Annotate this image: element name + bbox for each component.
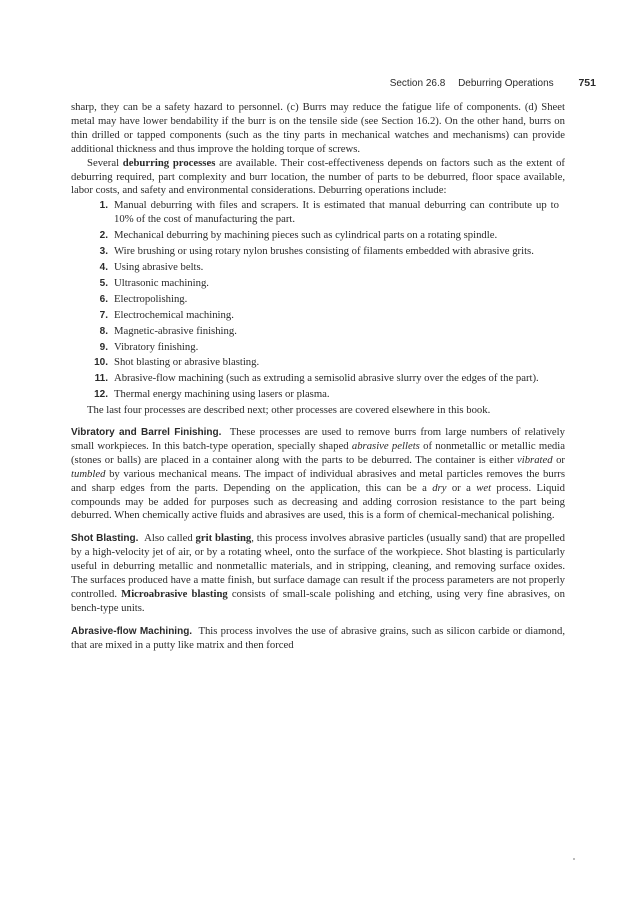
abrasive-flow-heading: Abrasive-flow Machining. bbox=[71, 625, 193, 637]
vibratory-finishing-paragraph: Vibratory and Barrel Finishing. These processes are used to remove burrs from large numbers of relatively small workpieces. In this batch-type operation, specially shaped abrasive pellets of nonmetallic or metallic media (stones or balls) are placed in a container along with the parts to be deburred. The container is either vibrated or tumbled by various mechanical means. The impact of individual abrasives and metal particles removes the burrs and sharp edges from the parts. Depending on the application, this can be a dry or a wet process. Liquid compounds may be added for purposes such as decreasing and adding corrosion resistance to the part being deburred. When chemically active fluids and abrasives are used, this is a form of chemical-mechanical polishing. bbox=[71, 426, 565, 522]
list-item: 12. Thermal energy machining using lasers or plasma. bbox=[94, 388, 330, 401]
list-item: 7. Electrochemical machining. bbox=[99, 308, 234, 321]
spacer bbox=[71, 523, 565, 532]
body-text bbox=[71, 101, 565, 653]
shot-blasting-heading: Shot Blasting. bbox=[71, 533, 139, 545]
abrasive-flow-paragraph: Abrasive-flow Machining. This process involves the use of abrasive grains, such as silicon carbide or diamond, that are mixed in a putty like matrix and then forced bbox=[71, 624, 565, 651]
list-item: 2. Mechanical deburring by machining pieces such as cylindrical parts on a rotating spindle. bbox=[99, 229, 498, 242]
shot-blasting-paragraph: Shot Blasting. Also called grit blasting, this process involves abrasive particles (usually sand) that are propelled by a high-velocity jet of air, or by a rotating wheel, onto the surface of the workpiece. Shot blasting is particularly useful in deburring metallic and nonmetallic materials, and in stripping, cleaning, and removing surface oxides. The surfaces produced have a matte finish, but surface damage can result if the process parameters are not properly controlled. Microabrasive blasting consists of small-scale polishing and etching, using very fine abrasives, on bench-type units. bbox=[71, 532, 565, 614]
intro-paragraph: sharp, they can be a safety hazard to personnel. (c) Burrs may reduce the fatigue life of components. (d) Sheet metal may have lower bendability if the burr is on the tensile side (see Section 16.2). On the other hand, burrs on thin drilled or tapped components (such as the tiny parts in mechanical watches and mechanisms) can provide additional thickness and thus improve the holding torque of screws. bbox=[71, 101, 565, 155]
list-item: 8. Magnetic-abrasive finishing. bbox=[99, 324, 237, 337]
deburring-operations-list bbox=[71, 199, 565, 402]
running-header bbox=[390, 77, 596, 89]
list-item: 5. Ultrasonic machining. bbox=[99, 276, 209, 289]
term-grit-blasting: grit blasting bbox=[195, 532, 252, 545]
spacer bbox=[71, 616, 565, 625]
scan-speck bbox=[573, 858, 575, 860]
term-microabrasive-blasting: Microabrasive blasting bbox=[121, 588, 228, 600]
list-item: 6. Electropolishing. bbox=[99, 292, 188, 305]
term-deburring-processes: deburring processes bbox=[122, 156, 216, 169]
header-running-title: Deburring Operations bbox=[458, 78, 554, 89]
list-item: 4. Using abrasive belts. bbox=[99, 260, 204, 273]
list-item: 11. Abrasive-flow machining (such as extruding a semisolid abrasive slurry over the edges of the part). bbox=[94, 372, 539, 385]
header-section: Section 26.8 bbox=[389, 78, 446, 89]
list-item: 10. Shot blasting or abrasive blasting. bbox=[94, 356, 260, 369]
page-number: 751 bbox=[578, 77, 596, 89]
list-item: 3. Wire brushing or using rotary nylon brushes consisting of filaments embedded with abrasive grits. bbox=[99, 245, 534, 258]
vibratory-heading: Vibratory and Barrel Finishing. bbox=[71, 427, 222, 439]
list-item: 9. Vibratory finishing. bbox=[99, 340, 199, 353]
processes-paragraph: Several deburring processes are available. Their cost-effectiveness depends on factors such as the extent of deburring required, part complexity and burr location, the number of parts to be deburred, floor space available, labor costs, and safety and environmental considerations. Deburring operations include: bbox=[71, 156, 565, 197]
spacer bbox=[71, 418, 565, 426]
summary-paragraph: The last four processes are described next; other processes are covered elsewhere in this book. bbox=[87, 404, 491, 417]
list-item: 1. Manual deburring with files and scrapers. It is estimated that manual deburring can contribute up to 10% of the cost of manufacturing the part. bbox=[99, 199, 559, 226]
